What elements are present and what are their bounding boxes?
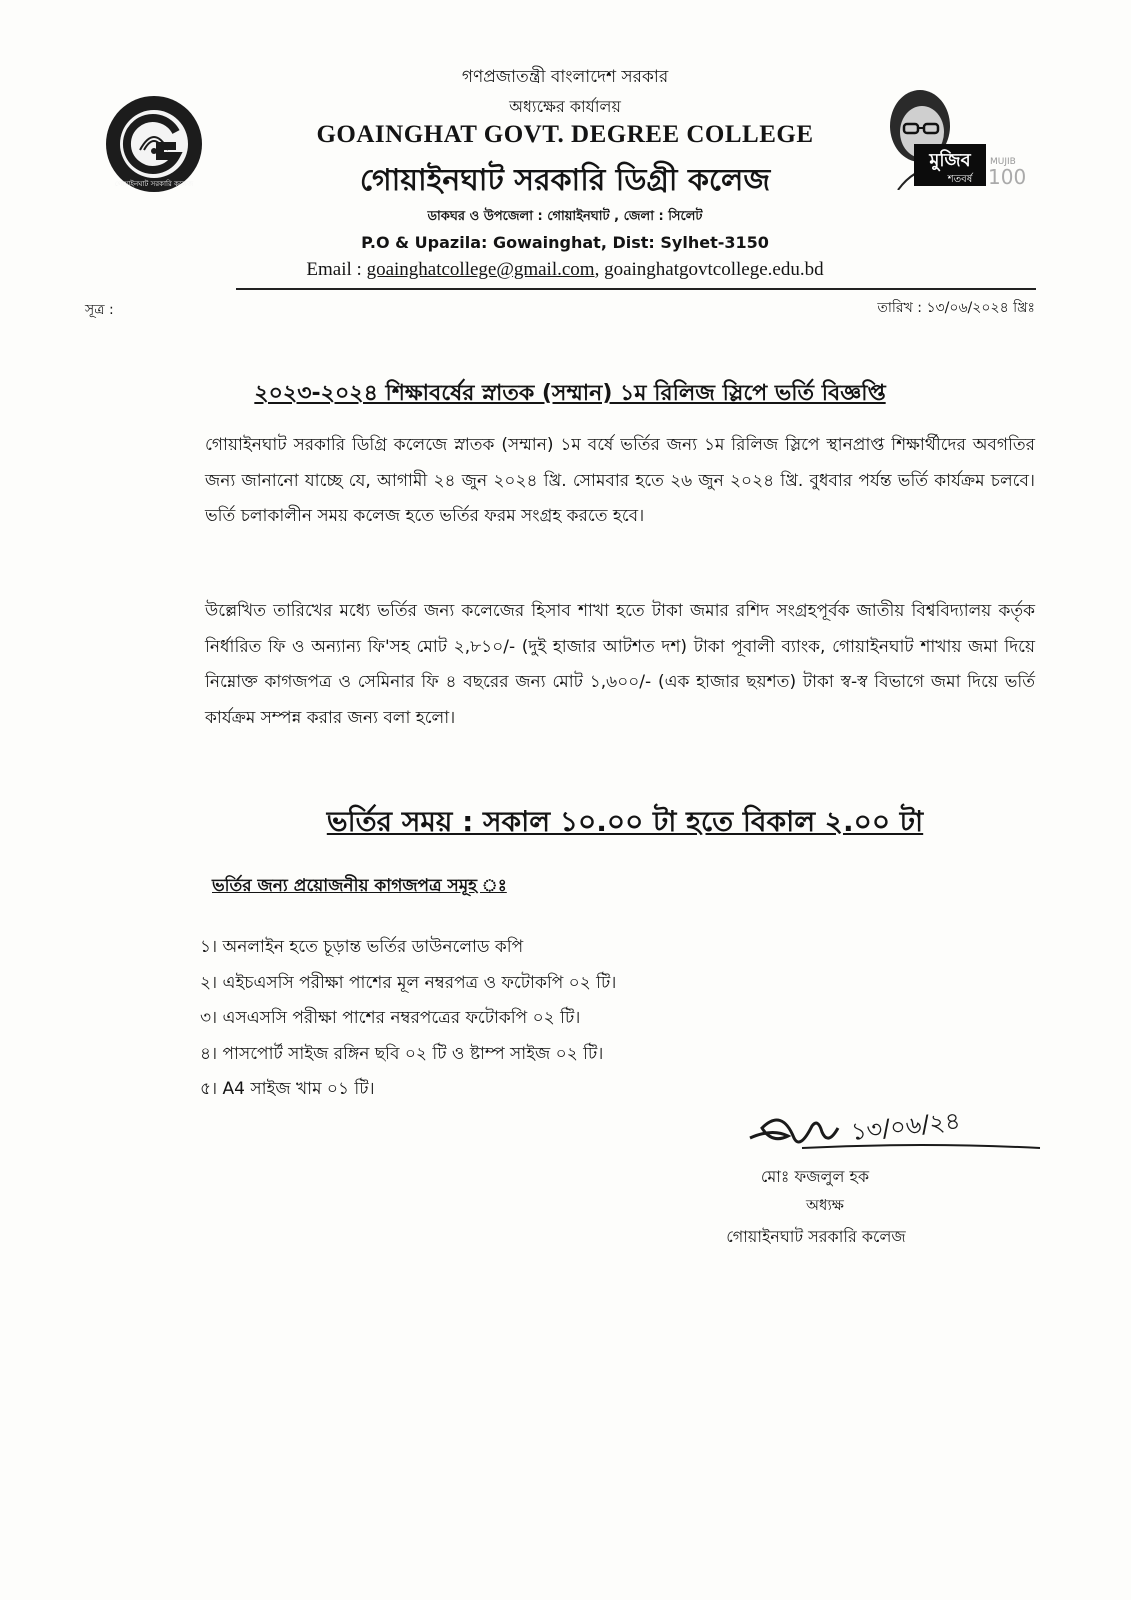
reference-label: সূত্র :: [85, 302, 114, 318]
notice-paragraph-1: গোয়াইনঘাট সরকারি ডিগ্রি কলেজে স্নাতক (সম্মান) ১ম বর্ষে ভর্তির জন্য ১ম রিলিজ স্লিপে স্থানপ্রাপ্ত শিক্ষার্থীদের অবগতির জন্য জানানো যাচ্ছে যে, আগামী ২৪ জুন ২০২৪ খ্রি. সোমবার হতে ২৬ জুন ২০২৪ খ্রি. বুধবার পর্যন্ত ভর্তি কার্যক্রম চলবে। ভর্তি চলাকালীন সময় কলেজ হতে ভর্তির ফরম সংগ্রহ করতে হবে।: [205, 435, 1035, 526]
principal-name: মোঃ ফজলুল হক: [760, 1167, 870, 1186]
mujib-logo-subtext: শতবর্ষ: [947, 174, 973, 185]
required-documents-heading: ভর্তির জন্য প্রয়োজনীয় কাগজপত্র সমূহ ঃ: [212, 876, 507, 896]
signature-college: গোয়াইনঘাট সরকারি কলেজ: [726, 1227, 906, 1246]
postal-address-bn: ডাকঘর ও উপজেলা : গোয়াইনঘাট , জেলা : সিলেট: [427, 209, 703, 224]
required-documents-list: [200, 930, 616, 1108]
document-item: ১। অনলাইন হতে চূড়ান্ত ভর্তির ডাউনলোড কপি: [200, 937, 524, 957]
website-text: , goainghatgovtcollege.edu.bd: [594, 259, 824, 280]
principal-designation: অধ্যক্ষ: [806, 1196, 844, 1214]
postal-address-en: P.O & Upazila: Gowainghat, Dist: Sylhet-3150: [361, 233, 769, 252]
college-name-bn: গোয়াইনঘাট সরকারি ডিগ্রী কলেজ: [359, 163, 771, 198]
seal-ring-text: গোয়াইনঘাট সরকারি কলেজ: [114, 180, 194, 188]
handwritten-signature: [742, 1098, 1042, 1170]
header-divider: [236, 288, 1036, 290]
document-item: ২। এইচএসসি পরীক্ষা পাশের মূল নম্বরপত্র ও ফটোকপি ০২ টি।: [200, 972, 617, 993]
document-item: ৫। A4 সাইজ খাম ০১ টি।: [200, 1079, 375, 1099]
mujib-logo-number: 100: [988, 165, 1027, 189]
email-label: Email :: [306, 259, 367, 280]
college-name-en: GOAINGHAT GOVT. DEGREE COLLEGE: [316, 121, 814, 148]
office-title: অধ্যক্ষের কার্যালয়: [509, 97, 621, 116]
notice-title: ২০২৩-২০২৪ শিক্ষাবর্ষের স্নাতক (সম্মান) ১ম রিলিজ স্লিপে ভর্তি বিজ্ঞপ্তি: [254, 381, 886, 406]
mujib-logo-text: মুজিব: [929, 150, 971, 171]
contact-line: [230, 259, 900, 281]
signature-date: ১৩/০৬/২৪: [849, 1106, 962, 1146]
mujib-100-logo: [878, 82, 1044, 190]
document-item: ৩। এসএসসি পরীক্ষা পাশের নম্বরপত্রের ফটোকপি ০২ টি।: [200, 1008, 581, 1028]
college-seal-logo: [104, 94, 204, 194]
notice-paragraph-2: উল্লেখিত তারিখের মধ্যে ভর্তির জন্য কলেজের হিসাব শাখা হতে টাকা জমার রশিদ সংগ্রহপূর্বক জাতীয় বিশ্ববিদ্যালয় কর্তৃক নির্ধারিত ফি ও অন্যান্য ফি'সহ মোট ২,৮১০/- (দুই হাজার আটশত দশ) টাকা পূবালী ব্যাংক, গোয়াইনঘাট শাখায় জমা দিয়ে নিম্নোক্ত কাগজপত্র ও সেমিনার ফি ৪ বছরের জন্য মোট ১,৬০০/- (এক হাজার ছয়শত) টাকা স্ব-স্ব বিভাগে জমা দিয়ে ভর্তি কার্যক্রম সম্পন্ন করার জন্য বলা হলো।: [205, 601, 1035, 728]
email-link[interactable]: goainghatcollege@gmail.com: [366, 259, 595, 280]
document-item: ৪। পাসপোর্ট সাইজ রঙ্গিন ছবি ০২ টি ও ষ্টাম্প সাইজ ০২ টি।: [200, 1043, 604, 1064]
admission-time: ভর্তির সময় : সকাল ১০.০০ টা হতে বিকাল ২.০০ টা: [326, 805, 924, 838]
government-title: গণপ্রজাতন্ত্রী বাংলাদেশ সরকার: [461, 67, 669, 87]
issue-date: তারিখ : ১৩/০৬/২০২৪ খ্রিঃ: [877, 300, 1035, 316]
mujib-logo-en: MUJIB: [990, 157, 1016, 167]
